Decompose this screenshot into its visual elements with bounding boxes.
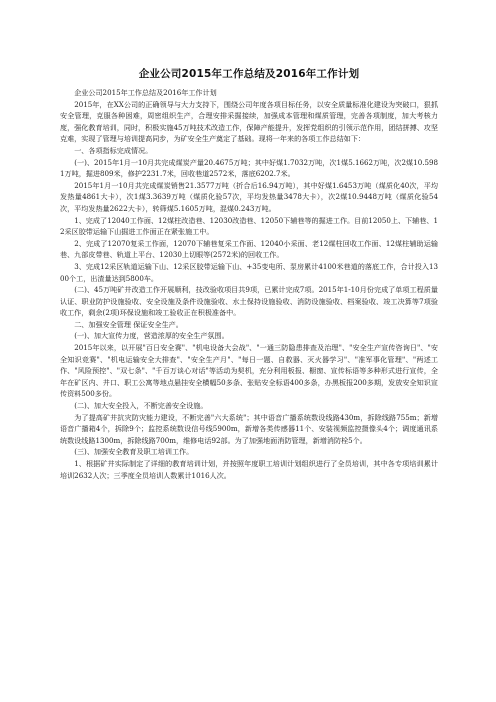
paragraph-investment: 为了提高矿井抗灾防灾能力建设，不断完善"六大系统"；其中语音广播系统数设线路430m，拆除线路755m；新增语音广播箱4个，拆除9个；监控系统数设信号线5900m，新增各类传感器11个、安装视频监控摄像头4个；调度通讯系统数设线路1300m，拆除线路700m，维修电话92部。为了加强地面消防管理，新增消防栓5个。 [60,412,438,445]
paragraph-subtitle: 企业公司2015年工作总结及2016年工作计划 [74,88,217,97]
paragraph-item-3: 3、完成12采区轨道运输下山、12采区胶带运输下山、+35变电所、泵房累计4100米巷道的落底工作，合计投入1300个工，出渣量达到5800车。 [60,261,438,283]
section-heading-indicators: 一、各项指标完成情况。 [74,145,153,155]
document-title: 企业公司2015年工作总结及2016年工作计划 [138,68,360,80]
paragraph-item-2: 2、完成了12070复采工作面，12070下辅巷复采工作面、12040小采面、老12煤柱回收工作面、12煤柱辅助运输巷、九部皮带巷、轨道上平台、12030上切眼等(2572米)的回收工作。 [60,238,438,260]
paragraph-production: (一)、2015年1月一10月共完成煤炭产量20.4675万吨；其中好煤1.7032万吨，次1煤5.1662万吨，次2煤10.5981万吨，掘进809米，修护2231.7米，回收巷道2572米，落底6202.7米。 [60,157,438,179]
paragraph-intro: 2015年，在XX公司的正确领导与大力支持下，围绕公司年度各项目标任务，以安全质量标准化建设为突破口，狠抓安全管理，克服各种困难，周密组织生产，合理安排采掘接续，加强成本管理和煤质管理，完善各项制度，加大考核力度，强化教育培训，同时，积极实施45万吨技术改造工作，保障产能提升，发挥党组织的引领示范作用，团结拼搏、攻坚克难，实现了管理与培训提高同步，为矿安全生产奠定了基础。现将一年来的各项工作总结如下： [60,99,438,144]
paragraph-item-1: 1、完成了12040工作面、12煤柱改造巷、12030改造巷、12050下辅巷等的掘进工作。目前12050上、下辅巷、12采区胶带运输下山掘进工作面正在紧张施工中。 [60,215,438,237]
document-body [60,87,438,481]
paragraph-training: 1、根据矿井实际制定了详细的教育培训计划，并按照年度职工培训计划组织进行了全员培训，其中各专项培训累计培训2632人次；三季度全员培训人数累计1016人次。 [60,459,438,480]
paragraph-sales: 2015年1月一10月共完成煤炭销售21.3577万吨（折合后16.94万吨），其中好煤1.6453万吨（煤质化40次，平均发热量4861大卡），次1煤3.3639万吨（煤质化验57次，平均发热量3478大卡），次2煤10.9448万吨（煤质化验54次，平均发热量2622大卡），转筛煤5.1605万吨，混煤0.243万吨。 [60,180,438,213]
subheading-publicity: (一)、加大宣传力度，营造浓厚的安全生产氛围。 [74,331,229,341]
section-heading-safety: 二、加强安全管理 保证安全生产。 [74,319,183,329]
subheading-training: (三)、加强安全教育及职工培训工作。 [74,447,194,457]
paragraph-publicity: 2015年以来，以开展"百日安全赛"、"机电设备大会战"、"一通三防隐患排查及治理"、"安全生产宣传咨询日"、"安全知识竞赛"、"机电运输安全大排查"、"安全生产月"、"每日一题、自救器、灭火器学习"、"准军事化管理"、"两述工作、"风险预控"、"双七条"、"千百万谈心对话"等活动为契机，充分利用板报、橱窗、宣传标语等多种形式进行宣传，全年在矿区内、井口、职工公寓等地点悬挂安全横幅50多条、张贴安全标语400多条，办黑板报200多期，发放安全知识宣传资料500多份。 [60,343,438,399]
subheading-investment: (二)、加大安全投入，不断完善安全设施。 [74,401,208,411]
paragraph-renovation: (二)、45万吨矿井改造工作开展顺利，技改验收项目共9项，已累计完成7项。2015年1-10月份完成了单项工程质量认证、职业防护设施验收、安全设施及条件设施验收、水土保持设施验收、消防设施验收、档案验收、竣工决算等7项验收工作，剩余(2项)环保设施和竣工验收正在积极准备中。 [60,285,438,318]
